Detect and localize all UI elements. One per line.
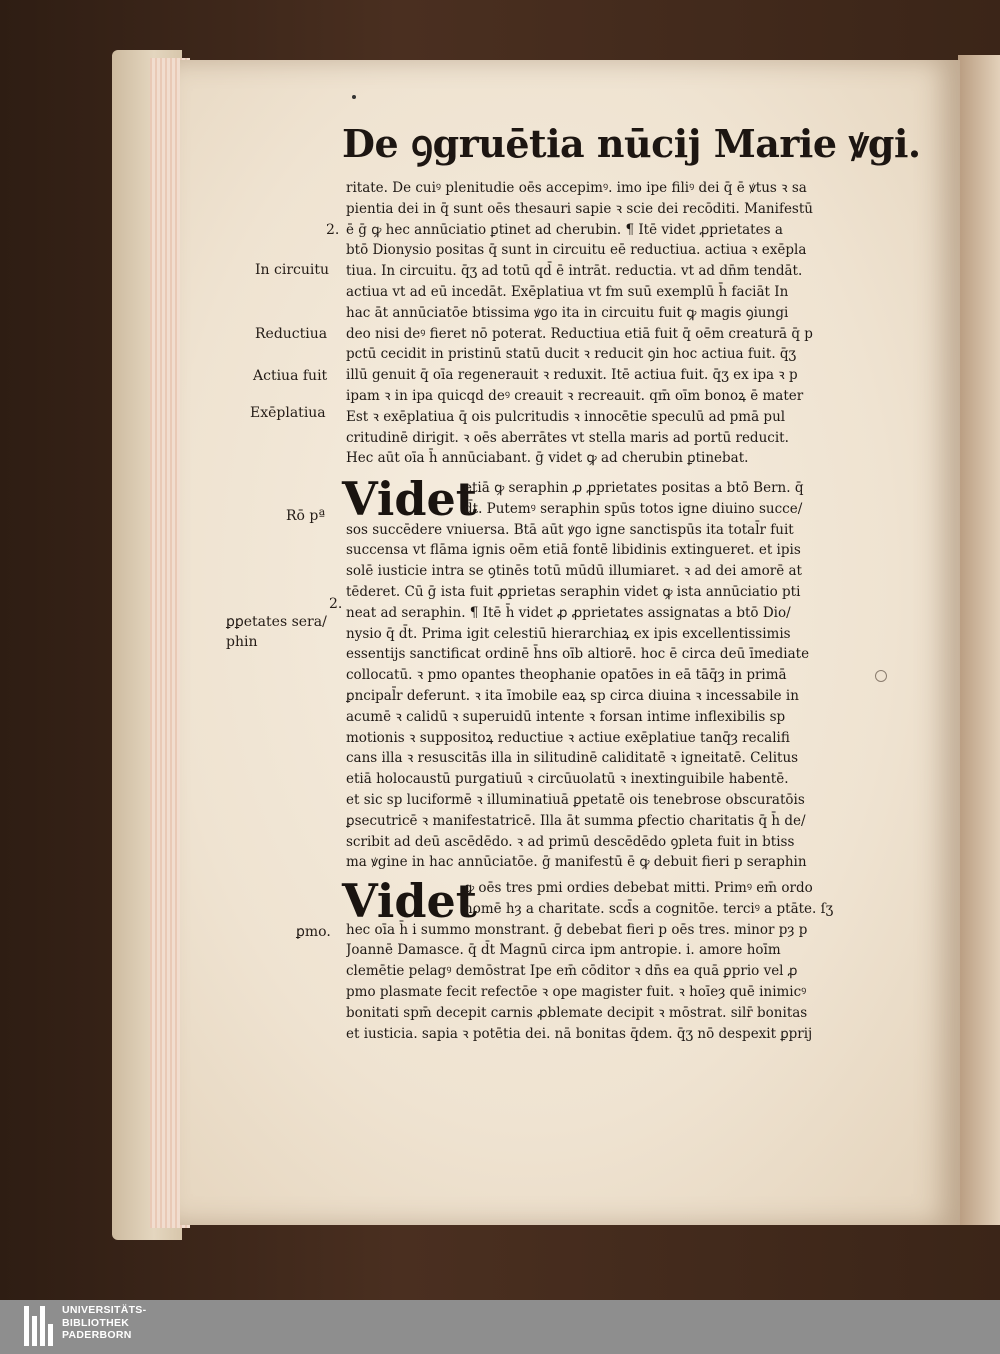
text-line: btō Dionysio positas q̄ sunt in circuitu eē reductiua. actiua ꝛ exēpla bbox=[346, 242, 807, 259]
page-title: De ꝯgruētia nūcij Marie ꝟgi. bbox=[342, 121, 921, 166]
text-line: d̄t. Putemꝰ seraphin spūs totos igne diuino succe/ bbox=[464, 500, 803, 517]
text-line: ꝑncipal̄r deferunt. ꝛ ita īmobile eaꝝ sp circa diuina ꝛ incessabile in bbox=[346, 687, 799, 704]
text-line: etiā ꝙ seraphin ꝓ ꝓprietates positas a btō Bern. q̄ bbox=[464, 480, 804, 496]
margin-note: 2. bbox=[329, 596, 343, 612]
text-block-3 bbox=[346, 878, 871, 1044]
text-line: ꝑsecutricē ꝛ manifestatricē. Illa āt summa ꝑfectio charitatis q̄ h̄ de/ bbox=[346, 812, 806, 829]
text-line: et sic sp luciformē ꝛ illuminatiuā ꝑpetatē ois tenebrose obscuratōis bbox=[346, 791, 805, 808]
facing-page-edge bbox=[958, 55, 1000, 1225]
text-line: essentijs sanctificat ordinē h̄ns oīb altiorē. hoc ē circa deū īmediate bbox=[346, 646, 810, 663]
margin-note: Reductiua bbox=[255, 326, 328, 342]
text-block-2 bbox=[346, 478, 871, 873]
text-line: sos succēdere vniuersa. Btā aūt ꝟgo igne sanctispūs ita total̄r fuit bbox=[346, 521, 794, 538]
margin-note: Rō pª bbox=[286, 508, 326, 524]
text-line: pmo plasmate fecit refectōe ꝛ ope magister fuit. ꝛ hoīeȝ quē inimicꝰ bbox=[346, 983, 807, 1000]
text-line: Hec aūt oīa h̄ annūciabant. ḡ videt ꝙ ad cherubin ꝑtinebat. bbox=[346, 450, 749, 467]
text-line: ē ḡ ꝙ hec annūciatio ꝑtinet ad cherubin. ¶ Itē videt ꝓprietates a bbox=[346, 221, 783, 238]
text-line: neat ad seraphin. ¶ Itē h̄ videt ꝓ ꝓprietates assignatas a btō Dio/ bbox=[346, 604, 791, 621]
margin-note: phin bbox=[226, 634, 258, 650]
text-line: Est ꝛ exēplatiua q̄ ois pulcritudis ꝛ innocētie speculū ad pmā pul bbox=[346, 408, 786, 425]
text-line: pientia dei in q̄ sunt oēs thesauri sapie ꝛ scie dei recōditi. Manifestū bbox=[346, 200, 813, 217]
text-line: ma ꝟgine in hac annūciatōe. ḡ manifestū ē ꝙ debuit fieri p seraphin bbox=[346, 854, 807, 871]
drop-initial-1: Videt bbox=[342, 472, 478, 526]
text-line: nysio q̄ d̄t. Prima igit celestiū hierarchiaꝝ ex ipis excellentissimis bbox=[346, 625, 791, 642]
text-line: collocatū. ꝛ pmo opantes theophanie opatōes in eā tāq̄ȝ in primā bbox=[346, 667, 787, 684]
text-line: ritate. De cuiꝰ plenitudie oēs accepimꝰ. imo ipe filiꝰ dei q̄ ē ꝟtus ꝛ sa bbox=[346, 180, 807, 196]
text-line: cans illa ꝛ resuscitās illa in silitudinē caliditatē ꝛ igneitatē. Celitus bbox=[346, 750, 799, 767]
library-logo-text bbox=[62, 1304, 146, 1342]
drop-initial-2: Videt bbox=[342, 874, 478, 928]
text-line: critudinē dirigit. ꝛ oēs aberrātes vt stella maris ad portū reducit. bbox=[346, 429, 789, 446]
logo-line: UNIVERSITÄTS- bbox=[62, 1304, 147, 1316]
text-line: acumē ꝛ calidū ꝛ superuidū intente ꝛ forsan intime inflexibilis sp bbox=[346, 708, 786, 725]
library-logo-icon bbox=[24, 1306, 54, 1346]
text-block-1 bbox=[346, 178, 871, 469]
margin-note: Exēplatiua bbox=[250, 405, 326, 421]
text-line: illū genuit q̄ oīa regenerauit ꝛ reduxit. Itē actiua fuit. q̄ʒ ex ipa ꝛ p bbox=[346, 367, 798, 384]
footer-bar bbox=[0, 1300, 1000, 1354]
text-line: hac āt annūciatōe btissima ꝟgo ita in circuitu fuit ꝙ magis ꝯiungi bbox=[346, 304, 789, 321]
text-line: tēderet. Cū ḡ ista fuit ꝓprietas seraphin videt ꝙ ista annūciatio pti bbox=[346, 583, 801, 600]
margin-note: ꝑꝑetates sera/ bbox=[226, 614, 327, 630]
text-line: hec oīa h̄ i summo monstrant. ḡ debebat fieri p oēs tres. minor pȝ p bbox=[346, 921, 808, 938]
logo-line: BIBLIOTHEK bbox=[62, 1316, 130, 1329]
text-line: actiua vt ad eū incedāt. Exēplatiua vt fm suū exemplū h̄ faciāt In bbox=[346, 283, 789, 300]
text-line: pctū cecidit in pristinū statū ducit ꝛ reducit ꝯin hoc actiua fuit. q̄ʒ bbox=[346, 346, 797, 363]
text-line: tiua. In circuitu. q̄ʒ ad totū qd̄ ē intrāt. reductia. vt ad dn̄m tendāt. bbox=[346, 263, 803, 280]
text-line: ꝙ oēs tres pmi ordies debebat mitti. Primꝰ em̄ ordo bbox=[464, 880, 813, 896]
text-line: Joannē Damasce. q̄ d̄t Magnū circa ipm antropie. i. amore hoīm bbox=[346, 942, 781, 959]
text-line: clemētie pelagꝰ demōstrat Ipe em̄ cōditor ꝛ dn̄s ea quā ꝑprio vel ꝓ bbox=[346, 963, 798, 980]
text-line: bonitati spm̄ decepit carnis ꝓblemate decipit ꝛ mōstrat. silr̄ bonitas bbox=[346, 1004, 808, 1021]
ink-dot bbox=[352, 95, 356, 99]
margin-note: ꝑmo. bbox=[296, 924, 331, 940]
margin-note: In circuitu bbox=[255, 262, 329, 278]
text-line: solē iusticie intra se ꝯtinēs totū mūdū illumiaret. ꝛ ad dei amorē at bbox=[346, 563, 802, 580]
text-line: succensa vt flāma ignis oēm etiā fontē libidinis extingueret. et ipis bbox=[346, 542, 801, 559]
text-line: etiā holocaustū purgatiuū ꝛ circūuolatū ꝛ inextinguibile habentē. bbox=[346, 771, 789, 788]
text-line: motionis ꝛ suppositoꝝ reductiue ꝛ actiue exēplatiue tanq̄ȝ recalifi bbox=[346, 729, 790, 746]
text-line: ipam ꝛ in ipa quicqd deꝰ creauit ꝛ recreauit. qm̄ oīm bonoꝝ ē mater bbox=[346, 387, 804, 404]
text-line: et iusticia. sapia ꝛ potētia dei. nā bonitas q̄dem. q̄ʒ nō despexit ꝑprij bbox=[346, 1025, 813, 1042]
margin-note: Actiua fuit bbox=[253, 368, 328, 384]
margin-note: 2. bbox=[326, 222, 340, 238]
logo-line: PADERBORN bbox=[62, 1329, 132, 1341]
text-line: scribit ad deū ascēdēdo. ꝛ ad primū descēdēdo ꝯpleta fuit in btiss bbox=[346, 833, 795, 850]
text-line: deo nisi deꝰ fieret nō poterat. Reductiua etiā fuit q̄ oēm creaturā q̄ p bbox=[346, 325, 813, 342]
punch-mark bbox=[875, 670, 887, 682]
text-line: nomē hȝ a charitate. scd̄s a cognitōe. terciꝰ a ptāte. ſʒ bbox=[464, 900, 834, 917]
